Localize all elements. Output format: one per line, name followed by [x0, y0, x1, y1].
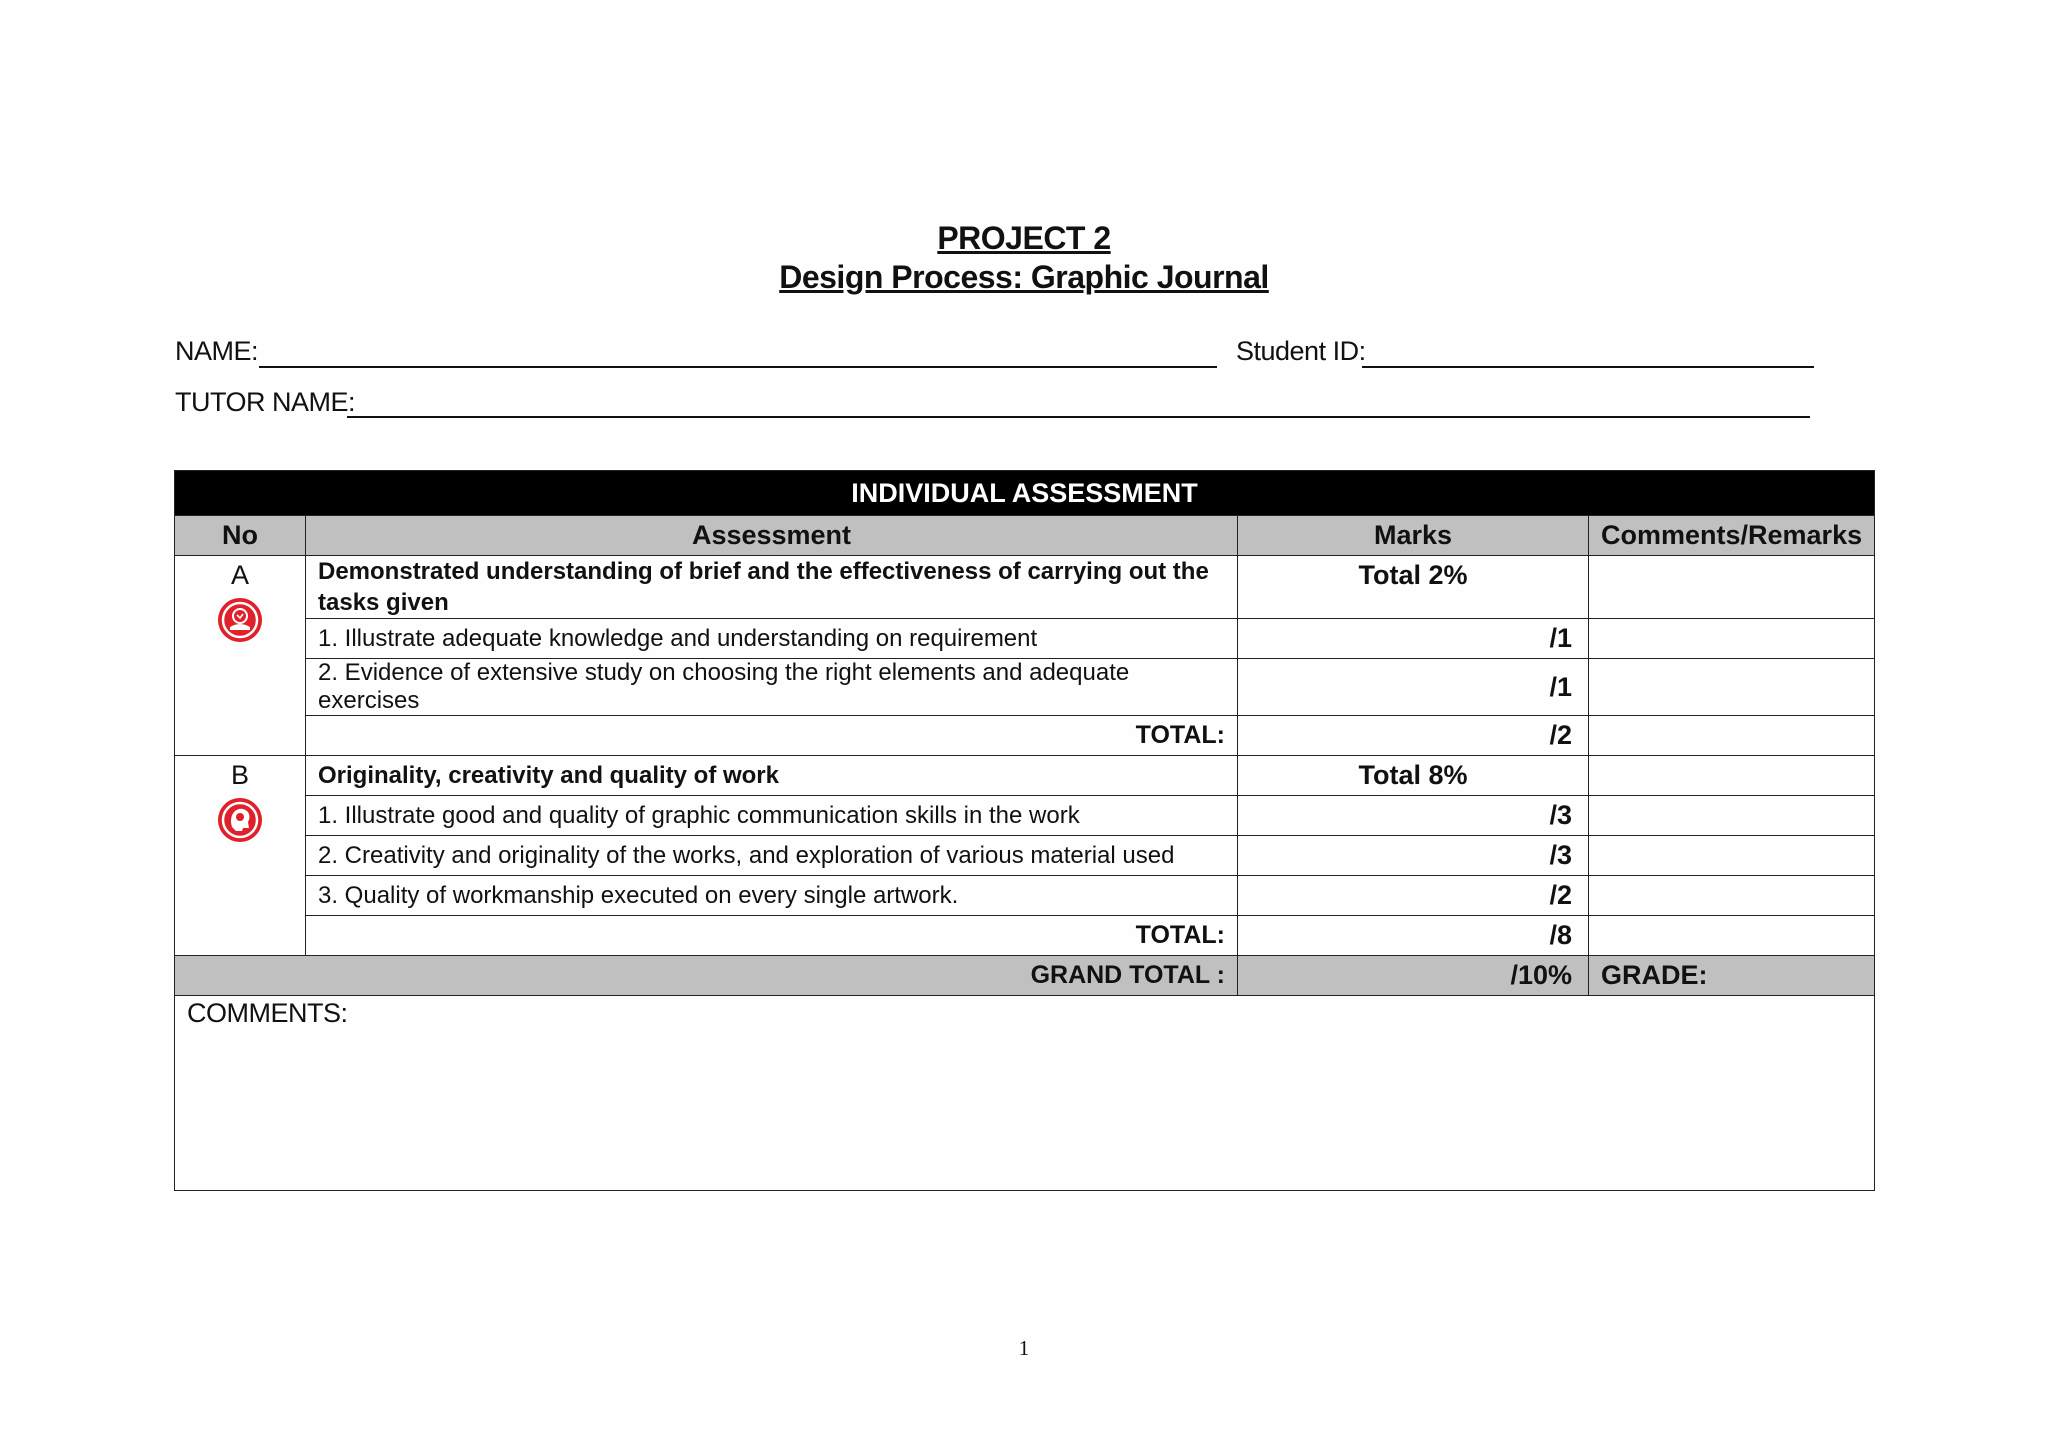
comments-row — [175, 996, 1875, 1191]
section-a-total-label: Total 2% — [1238, 556, 1589, 619]
comments-box[interactable] — [175, 996, 1875, 1191]
col-header-no: No — [175, 516, 306, 556]
section-a-item-1-mark[interactable]: /1 — [1238, 619, 1589, 659]
table-row — [175, 796, 1875, 836]
banner-row — [175, 471, 1875, 516]
section-a-total-row — [175, 716, 1875, 756]
section-b-criterion: Originality, creativity and quality of work — [306, 756, 1238, 796]
section-b-label: B — [230, 760, 249, 790]
comments-label: COMMENTS: — [187, 998, 348, 1028]
project-title: PROJECT 2 — [937, 220, 1111, 256]
assessment-table — [174, 470, 1875, 1191]
grade-label[interactable]: GRADE: — [1589, 956, 1875, 996]
section-b-header-row — [175, 756, 1875, 796]
tutor-name-label: TUTOR NAME: — [175, 387, 356, 417]
section-b-item-3-comment[interactable] — [1589, 876, 1875, 916]
section-b-item-2: 2. Creativity and originality of the works, and exploration of various material used — [306, 836, 1238, 876]
table-row — [175, 836, 1875, 876]
section-a-label: A — [230, 560, 249, 590]
student-id-label: Student ID: — [1236, 336, 1366, 366]
section-a-criterion: Demonstrated understanding of brief and the effectiveness of carrying out the tasks given — [306, 556, 1238, 619]
project-subtitle: Design Process: Graphic Journal — [779, 259, 1269, 295]
section-b-item-1-comment[interactable] — [1589, 796, 1875, 836]
section-b-item-3: 3. Quality of workmanship executed on every single artwork. — [306, 876, 1238, 916]
name-field[interactable] — [259, 366, 1217, 368]
section-a-comment-cell[interactable] — [1589, 556, 1875, 619]
table-row — [175, 659, 1875, 716]
section-b-no-cell — [175, 756, 306, 956]
section-a-item-2: 2. Evidence of extensive study on choosing the right elements and adequate exercises — [306, 659, 1238, 716]
section-b-item-1-mark[interactable]: /3 — [1238, 796, 1589, 836]
table-row — [175, 876, 1875, 916]
section-b-total-label: Total 8% — [1238, 756, 1589, 796]
page-number: 1 — [1018, 1336, 1030, 1360]
section-a-item-1: 1. Illustrate adequate knowledge and understanding on requirement — [306, 619, 1238, 659]
section-a-total-mark[interactable]: /2 — [1238, 716, 1589, 756]
col-header-marks: Marks — [1238, 516, 1589, 556]
grand-total-mark[interactable]: /10% — [1238, 956, 1589, 996]
section-a-item-2-comment[interactable] — [1589, 659, 1875, 716]
lightbulb-head-icon — [217, 597, 263, 643]
col-header-assessment: Assessment — [306, 516, 1238, 556]
section-b-item-3-mark[interactable]: /2 — [1238, 876, 1589, 916]
creative-head-icon — [217, 797, 263, 843]
section-b-total-row — [175, 916, 1875, 956]
section-b-item-2-comment[interactable] — [1589, 836, 1875, 876]
col-header-comments: Comments/Remarks — [1589, 516, 1875, 556]
section-b-item-2-mark[interactable]: /3 — [1238, 836, 1589, 876]
table-row — [175, 619, 1875, 659]
student-id-field[interactable] — [1362, 366, 1814, 368]
section-b-item-1: 1. Illustrate good and quality of graphic communication skills in the work — [306, 796, 1238, 836]
tutor-name-field[interactable] — [347, 416, 1810, 418]
section-a-item-1-comment[interactable] — [1589, 619, 1875, 659]
table-banner: INDIVIDUAL ASSESSMENT — [175, 471, 1875, 516]
section-a-total-label-cell: TOTAL: — [306, 716, 1238, 756]
section-a-no-cell — [175, 556, 306, 756]
section-a-total-comment[interactable] — [1589, 716, 1875, 756]
section-b-total-mark[interactable]: /8 — [1238, 916, 1589, 956]
section-a-item-2-mark[interactable]: /1 — [1238, 659, 1589, 716]
section-b-total-comment[interactable] — [1589, 916, 1875, 956]
name-label: NAME: — [175, 336, 259, 366]
section-b-comment-cell[interactable] — [1589, 756, 1875, 796]
grand-total-label: GRAND TOTAL : — [175, 956, 1238, 996]
section-b-total-label-cell: TOTAL: — [306, 916, 1238, 956]
column-header-row — [175, 516, 1875, 556]
section-a-header-row — [175, 556, 1875, 619]
grand-total-row — [175, 956, 1875, 996]
